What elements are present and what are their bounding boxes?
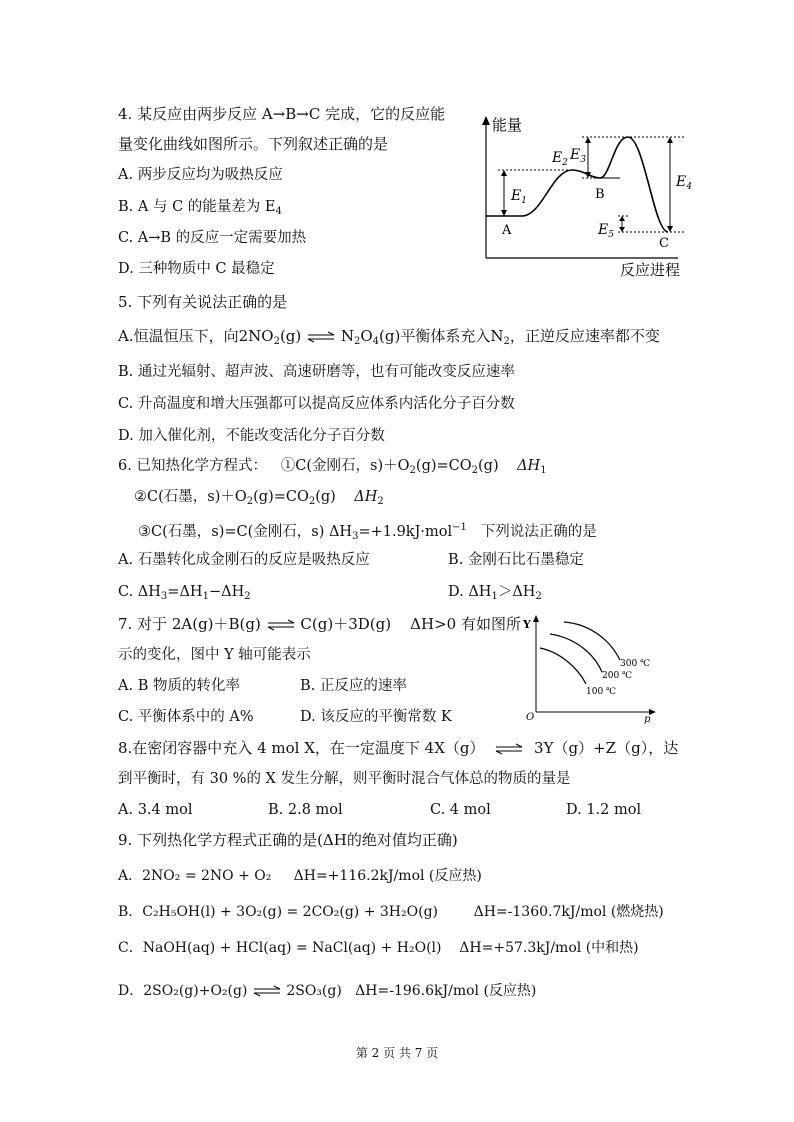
page-footer: 第 2 页 共 7 页 (355, 1046, 439, 1060)
origin-label: O (526, 712, 535, 723)
q9-option-b: B．C₂H₅OH(l) + 3O₂(g) = 2CO₂(g) + 3H₂O(g) ΔH=-1360.7kJ/mol (燃烧热) (118, 904, 664, 920)
e3-label: $E_3$ (570, 147, 586, 165)
q6-eq3: ③C(石墨，s)=C(金刚石，s) $\Delta H_3=+1.9kJ\cdot mol^{-1}$ 下列说法正确的是 (138, 522, 597, 542)
label-100c: 100 ℃ (586, 687, 617, 697)
q7-option-c: C. 平衡体系中的 A% (118, 709, 254, 725)
energy-axis-label: 能量 (492, 116, 523, 134)
e4-label: $E_4$ (676, 174, 692, 192)
p-axis-label: p (644, 714, 651, 724)
q9-option-c: C．NaOH(aq) + HCl(aq) = NaCl(aq) + H₂O(l) ΔH=+57.3kJ/mol (中和热) (118, 940, 639, 956)
label-300c: 300 ℃ (620, 659, 651, 669)
q8-line1: 8.在密闭容器中充入 4 mol X，在一定温度下 4X（g） 3Y（g）+Z（g），达 (118, 739, 679, 757)
q9-option-d: D．2SO₂(g)+O₂(g) 2SO₃(g) ΔH=-196.6kJ/mol (反应热) (118, 983, 537, 999)
q8-option-c: C. 4 mol (430, 802, 491, 818)
y-axis-label: Y (523, 618, 531, 631)
equilibrium-arrow (489, 743, 529, 755)
energy-diagram (478, 112, 718, 282)
q7-line2: 示的变化，图中 Y 轴可能表示 (118, 647, 311, 663)
q7-line1: 7. 对于 2A(g)＋B(g) C(g)＋3D(g) ΔH>0 有如图所 (118, 615, 521, 633)
progress-axis-label: 反应进程 (620, 261, 681, 279)
q9-option-a: A．2NO₂ = 2NO + O₂ ΔH=+116.2kJ/mol (反应热) (118, 868, 482, 884)
temperature-pressure-graph (520, 612, 660, 724)
q5-option-b: B. 通过光辐射、超声波、高速研磨等，也有可能改变反应速率 (118, 364, 515, 380)
curve-200 (550, 634, 602, 672)
q6-title-eq1: 6. 已知热化学方程式： ①C(金刚石，$s)+O_2(g)=CO_2(g)$ $\Delta H_1$ (118, 458, 547, 476)
q7-option-d: D. 该反应的平衡常数 K (300, 709, 452, 725)
q6-option-b: B. 金刚石比石墨稳定 (448, 552, 584, 568)
q8-line2: 到平衡时，有 30 %的 X 发生分解，则平衡时混合气体总的物质的量是 (118, 771, 571, 787)
q4-option-a: A. 两步反应均为吸热反应 (118, 167, 283, 183)
q5-option-c: C. 升高温度和增大压强都可以提高反应体系内活化分子百分数 (118, 396, 515, 412)
e1-label: $E_1$ (511, 188, 527, 206)
q7-option-b: B. 正反应的速率 (300, 678, 407, 694)
point-c-label: C (659, 236, 669, 251)
curve-100 (540, 648, 586, 684)
q4-option-c: C. A→B 的反应一定需要加热 (118, 230, 307, 246)
q7-option-a: A. B 物质的转化率 (118, 678, 240, 694)
e2-label: $E_2$ (552, 150, 568, 168)
point-a-label: A (502, 223, 512, 238)
q4-line1: 4. 某反应由两步反应 A→B→C 完成，它的反应能 (118, 105, 446, 123)
q5-option-d: D. 加入催化剂，不能改变活化分子百分数 (118, 428, 385, 444)
q6-eq2: ②C(石墨，$s)+O_2(g)=CO_2(g)$ $\Delta H_2$ (134, 489, 384, 507)
q9-title: 9. 下列热化学方程式正确的是(ΔH的绝对值均正确) (118, 831, 458, 849)
e5-label: $E_5$ (598, 222, 614, 240)
q6-option-d: D. $\Delta H_1>\Delta H_2$ (448, 584, 542, 602)
q4-line2: 量变化曲线如图所示。下列叙述正确的是 (118, 135, 389, 153)
equilibrium-arrow (266, 619, 296, 631)
q4-option-d: D. 三种物质中 C 最稳定 (118, 261, 275, 277)
q8-option-d: D. 1.2 mol (566, 802, 642, 818)
q6-option-a: A. 石墨转化成金刚石的反应是吸热反应 (118, 552, 370, 568)
q8-option-b: B. 2.8 mol (268, 802, 343, 818)
q4-option-b: B. A 与 C 的能量差为 $E_4$ (118, 199, 282, 217)
equilibrium-arrow (306, 331, 336, 343)
q8-option-a: A. 3.4 mol (118, 802, 193, 818)
label-200c: 200 ℃ (602, 671, 633, 681)
equilibrium-arrow (252, 985, 282, 997)
point-b-label: B (595, 187, 605, 202)
q5-option-a: A.恒温恒压下，向$2NO_2(g)$ $N_2O_4(g)$平衡体系充入$N_2$，正逆反应速率都不变 (118, 327, 660, 347)
q5-title: 5. 下列有关说法正确的是 (118, 293, 288, 311)
q6-option-c: C. $\Delta H_3=\Delta H_1-\Delta H_2$ (118, 584, 251, 602)
